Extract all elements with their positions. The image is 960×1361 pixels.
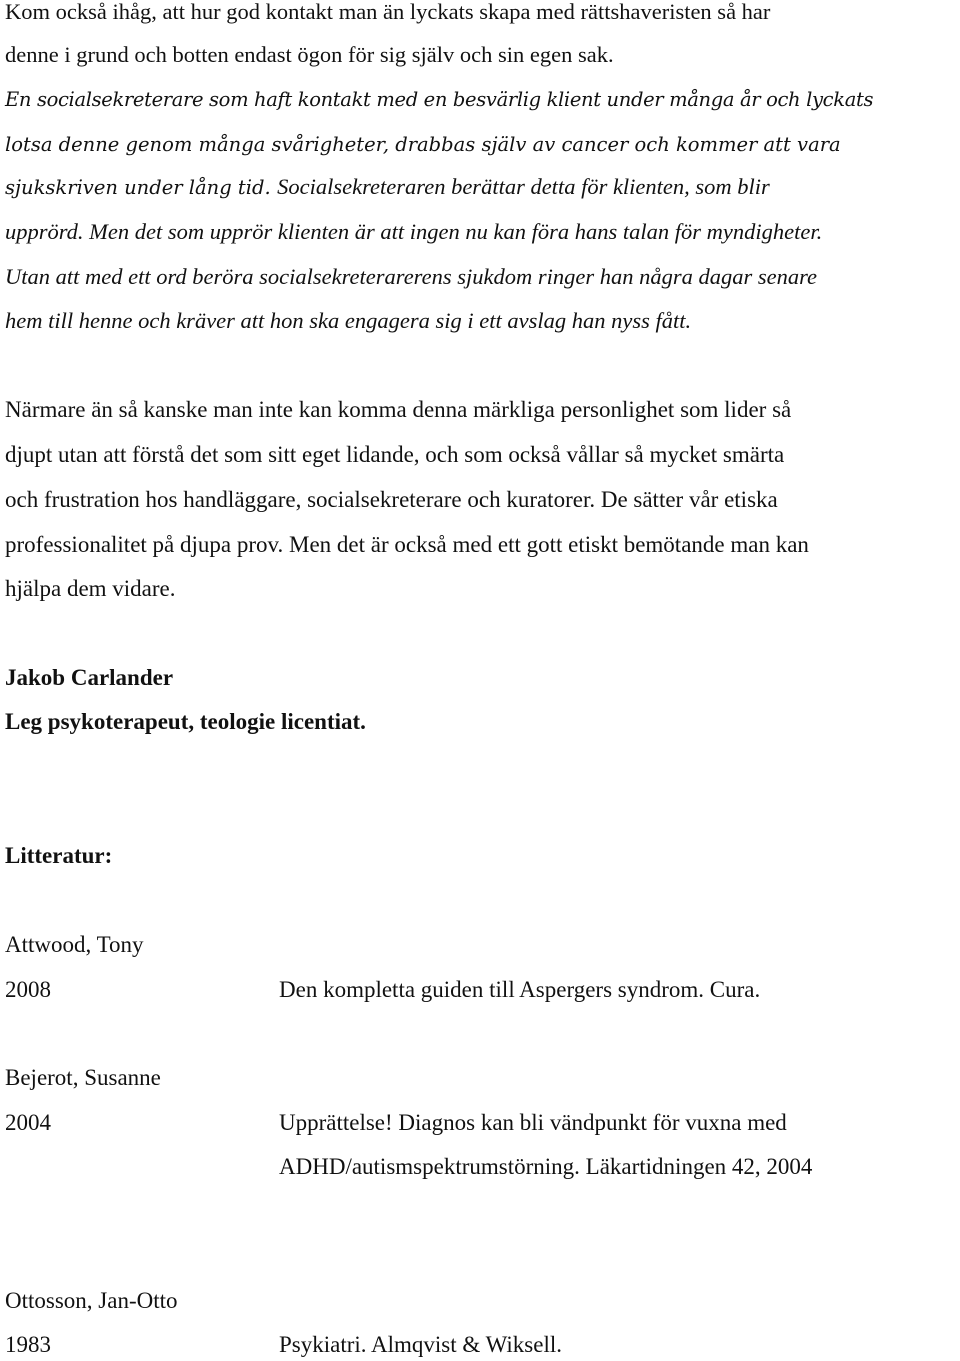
paragraph-line: denne i grund och botten endast ögon för sig själv och sin egen sak. xyxy=(5,42,614,67)
reference-title: Den kompletta guiden till Aspergers syndrom. Cura. xyxy=(279,977,761,1002)
paragraph-line: djupt utan att förstå det som sitt eget lidande, och som också vållar så mycket smärta xyxy=(5,442,785,467)
italic-text-serif: sjukskriven under lång tid. xyxy=(5,176,271,199)
reference-title: Psykiatri. Almqvist & Wiksell. xyxy=(279,1332,562,1357)
author-title: Leg psykoterapeut, teologie licentiat. xyxy=(5,709,366,734)
paragraph-line: hjälpa dem vidare. xyxy=(5,576,176,601)
italic-text-sans: Socialsekreteraren berättar detta för klienten, som blir xyxy=(277,174,770,199)
italic-paragraph-line: Utan att med ett ord beröra socialsekreterarerens sjukdom ringer han några dagar senare xyxy=(5,264,817,289)
paragraph-line: Kom också ihåg, att hur god kontakt man än lyckats skapa med rättshaveristen så har xyxy=(5,0,771,24)
reference-year: 1983 xyxy=(5,1332,51,1357)
reference-author: Attwood, Tony xyxy=(5,932,144,957)
reference-year: 2008 xyxy=(5,977,51,1002)
reference-title: ADHD/autismspektrumstörning. Läkartidningen 42, 2004 xyxy=(279,1154,813,1179)
italic-paragraph-line: En socialsekreterare som haft kontakt med en besvärlig klient under många år och lyckats xyxy=(5,88,874,111)
italic-paragraph-line: hem till henne och kräver att hon ska engagera sig i ett avslag han nyss fått. xyxy=(5,308,692,333)
paragraph-line: Närmare än så kanske man inte kan komma denna märkliga personlighet som lider så xyxy=(5,397,792,422)
italic-paragraph-line: lotsa denne genom många svårigheter, drabbas själv av cancer och kommer att vara xyxy=(5,133,841,156)
italic-paragraph-line xyxy=(5,173,770,202)
author-name: Jakob Carlander xyxy=(5,665,174,690)
reference-author: Bejerot, Susanne xyxy=(5,1065,161,1090)
literature-heading: Litteratur: xyxy=(5,843,113,868)
reference-author: Ottosson, Jan-Otto xyxy=(5,1288,178,1313)
reference-title: Upprättelse! Diagnos kan bli vändpunkt för vuxna med xyxy=(279,1110,787,1135)
italic-paragraph-line: upprörd. Men det som upprör klienten är att ingen nu kan föra hans talan för myndigheter. xyxy=(5,219,823,244)
reference-year: 2004 xyxy=(5,1110,51,1135)
paragraph-line: och frustration hos handläggare, socialsekreterare och kuratorer. De sätter vår etiska xyxy=(5,487,778,512)
paragraph-line: professionalitet på djupa prov. Men det är också med ett gott etiskt bemötande man kan xyxy=(5,532,809,557)
